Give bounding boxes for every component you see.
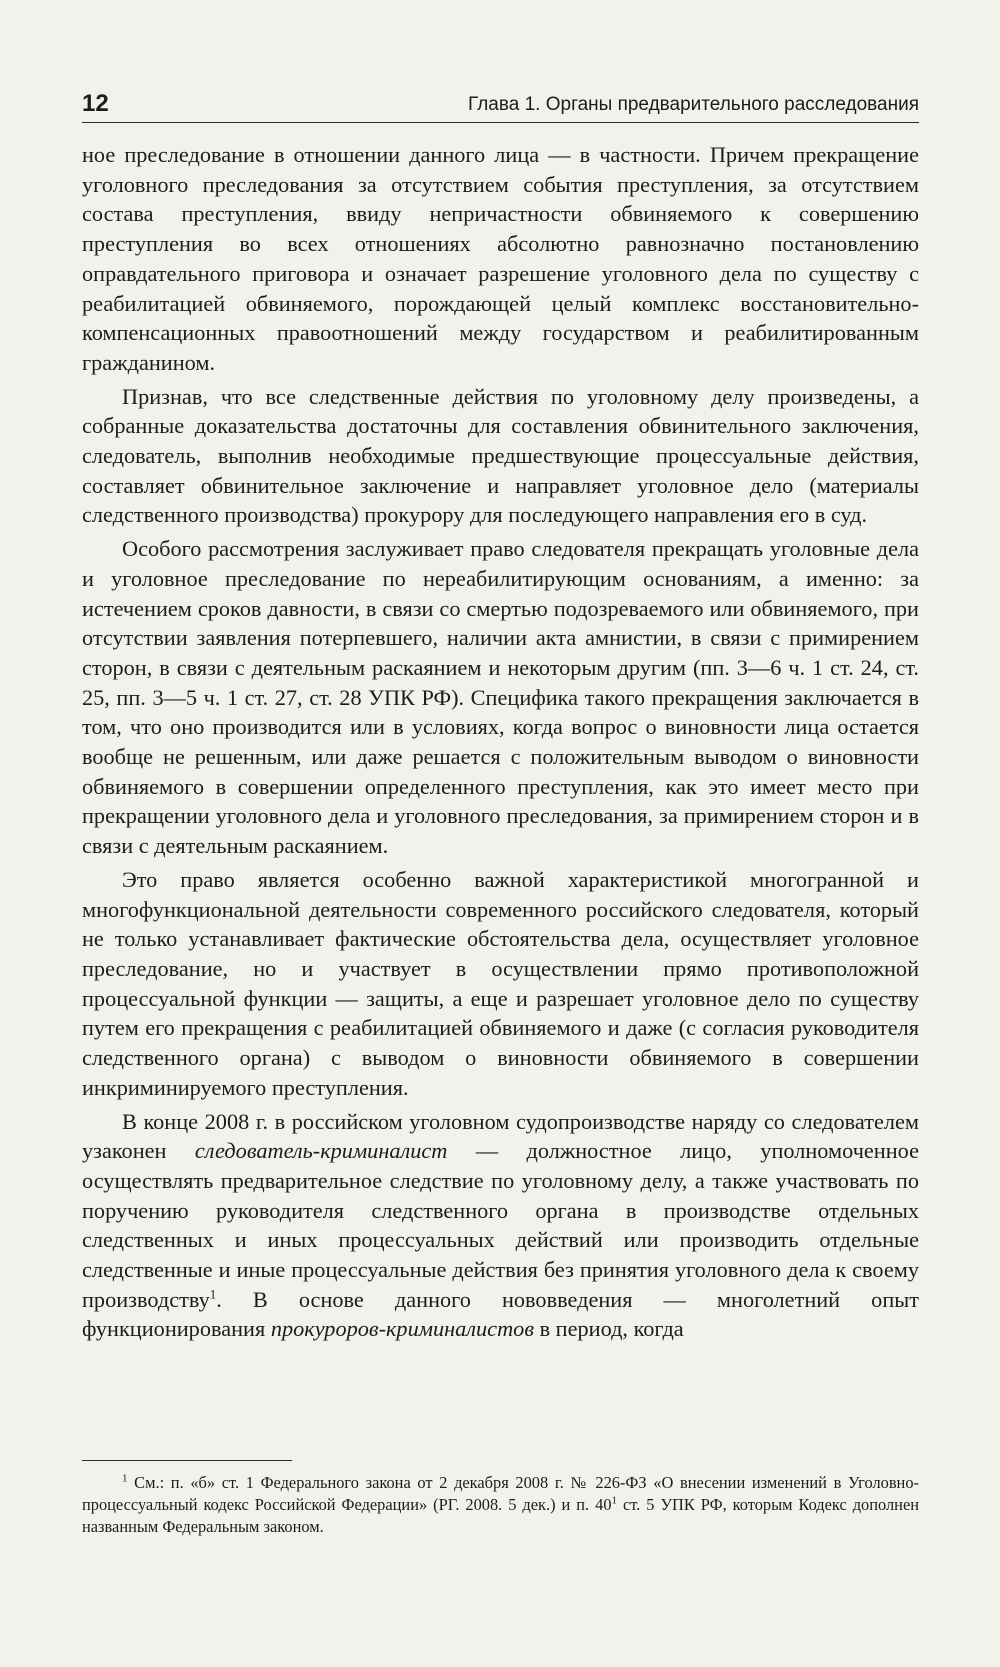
running-head: Глава 1. Органы предварительного расследования [468,94,919,115]
text-run: ст. 5 УПК РФ, которым Кодекс дополнен названным Федеральным законом. [82,1495,920,1536]
text-run: В конце 2008 г. в российском уголовном судопроизводстве наряду со следователем узаконен [82,1108,919,1164]
text-run: . В основе данного нововведения — многолетний опыт функционирования [82,1286,919,1342]
italic-term: прокуроров-криминалистов [270,1316,534,1342]
footnote-text [82,1472,919,1538]
footnote-marker: 1 [122,1472,128,1485]
paragraph: Особого рассмотрения заслуживает право следователя прекращать уголовные дела и уголовное преследование по нереабилитирующим основаниям, а именно: за истечением сроков давности, в связи со смертью подозреваемого или обвиняемого, при отсутствии заявления потерпевшего, наличии акта амнистии, в связи с примирением сторон, в связи с деятельным раскаянием и некоторым другим (пп. 3—6 ч. 1 ст. 24, ст. 25, пп. 3—5 ч. 1 ст. 27, ст. 28 УПК РФ). Специфика такого прекращения заключается в том, что оно производится или в условиях, когда вопрос о виновности лица остается вообще не решенным, или даже решается с положительным выводом о виновности обвиняемого в совершении определенного преступления, как это имеет место при прекращении уголовного дела и уголовного преследования, за примирением сторон и в связи с деятельным раскаянием. [82,536,919,859]
footnote-divider [82,1460,292,1461]
text-run: в период, когда [534,1316,684,1342]
body-text [82,140,919,1344]
paragraph: Признав, что все следственные действия по уголовному делу произведены, а собранные доказательства достаточны для составления обвинительного заключения, следователь, выполнив необходимые предшествующие процессуальные действия, составляет обвинительное заключение и направляет уголовное дело (материалы следственного производства) прокурору для последующего направления его в суд. [82,383,919,528]
footnote [82,1472,919,1538]
page-header [82,90,919,123]
italic-term: следователь-криминалист [194,1138,448,1164]
text-run: См.: п. «б» ст. 1 Федерального закона от 2 декабря 2008 г. № 226-ФЗ «О внесении изменений в Уголовно-процессуальный кодекс Российской Федерации» (РГ. 2008. 5 дек.) и п. 40 [82,1473,919,1514]
text-run: — должностное лицо, уполномоченное осуществлять предварительное следствие по уголовному делу, а также участвовать по поручению руководителя следственного органа в производстве отдельных следственных и иных процессуальных действий или производить отдельные следственные и иные процессуальные действия без принятия уголовного дела к своему производству [82,1138,919,1312]
paragraph [82,1107,919,1345]
footnote-reference[interactable]: 1 [209,1286,217,1302]
page-number: 12 [82,90,109,117]
superscript: 1 [611,1494,618,1507]
paragraph: ное преследование в отношении данного лица — в частности. Причем прекращение уголовного преследования за отсутствием события преступления, за отсутствием состава преступления, ввиду непричастности обвиняемого к совершению преступления во всех отношениях абсолютно равнозначно постановлению оправдательного приговора и означает разрешение уголовного дела по существу с реабилитацией обвиняемого, порождающей целый комплекс восстановительно-компенсационных правоотношений между государством и реабилитированным гражданином. [82,142,919,375]
paragraph: Это право является особенно важной характеристикой многогранной и многофункциональной деятельности современного российского следователя, который не только устанавливает фактические обстоятельства дела, осуществляет уголовное преследование, но и участвует в осуществлении прямо противоположной процессуальной функции — защиты, а еще и разрешает уголовное дело по существу путем его прекращения с реабилитацией обвиняемого и даже (с согласия руководителя следственного органа) с выводом о виновности обвиняемого в совершении инкриминируемого преступления. [82,866,919,1100]
